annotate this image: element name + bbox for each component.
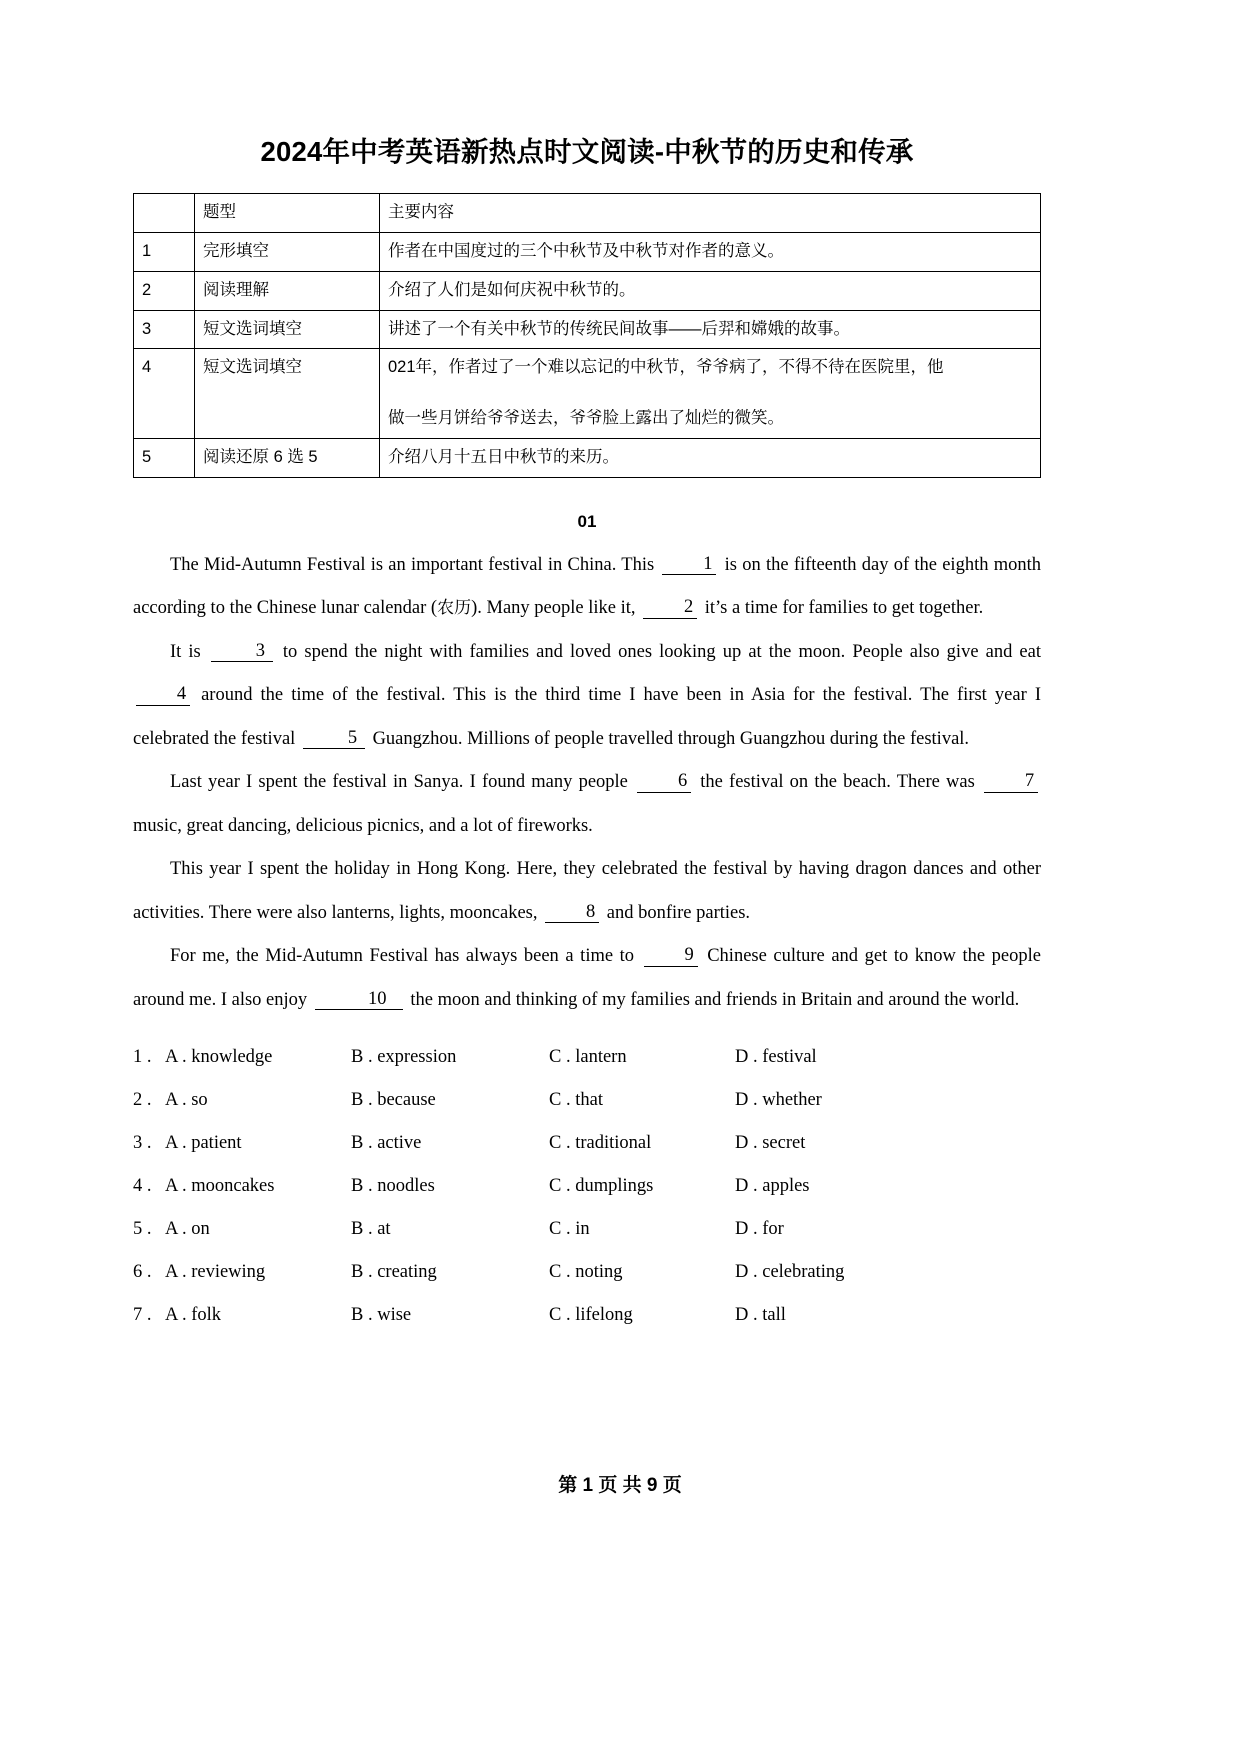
header-content: 主要内容 — [380, 194, 1041, 233]
row-content-line: 021年，作者过了一个难以忘记的中秋节，爷爷病了，不得不待在医院里，他 — [388, 358, 944, 377]
row-content — [380, 233, 1041, 272]
row-content-line: 作者在中国度过的三个中秋节及中秋节对作者的意义。 — [388, 242, 784, 261]
option-a[interactable]: A . knowledge — [165, 1047, 273, 1068]
row-content-line: 讲述了一个有关中秋节的传统民间故事——后羿和嫦娥的故事。 — [388, 319, 850, 338]
option-c[interactable]: C . that — [549, 1090, 603, 1111]
question-row — [133, 1079, 1041, 1122]
question-row — [133, 1208, 1041, 1251]
question-row — [133, 1165, 1041, 1208]
page-footer: 第 1 页 共 9 页 — [558, 1475, 682, 1496]
question-number: 3 . — [133, 1133, 152, 1154]
passage-paragraph: Last year I spent the festival in Sanya. I found many people 6 the festival on the beach. There was 7 music, great dancing, delicious picnics, and a lot of fireworks. — [133, 761, 1041, 848]
option-b[interactable]: B . creating — [351, 1262, 437, 1283]
question-row — [133, 1294, 1041, 1337]
inline-chinese-gloss: 农历 — [437, 598, 472, 619]
option-c[interactable]: C . dumplings — [549, 1176, 654, 1197]
row-content — [380, 438, 1041, 477]
option-c[interactable]: C . lifelong — [549, 1305, 633, 1326]
row-index: 3 — [134, 310, 195, 349]
answer-blank-7[interactable]: 7 — [984, 772, 1038, 792]
page-content — [133, 0, 1041, 1337]
question-row — [133, 1122, 1041, 1165]
option-a[interactable]: A . on — [165, 1219, 210, 1240]
option-b[interactable]: B . expression — [351, 1047, 457, 1068]
option-c[interactable]: C . lantern — [549, 1047, 627, 1068]
option-d[interactable]: D . for — [735, 1219, 784, 1240]
row-content — [380, 271, 1041, 310]
question-number: 5 . — [133, 1219, 152, 1240]
option-b[interactable]: B . at — [351, 1219, 391, 1240]
row-content-line: 介绍了人们是如何庆祝中秋节的。 — [388, 280, 636, 299]
table-row — [134, 438, 1041, 477]
option-a[interactable]: A . patient — [165, 1133, 242, 1154]
header-index — [134, 194, 195, 233]
answer-blank-8[interactable]: 8 — [545, 903, 599, 923]
option-d[interactable]: D . tall — [735, 1305, 786, 1326]
option-d[interactable]: D . secret — [735, 1133, 806, 1154]
option-a[interactable]: A . reviewing — [165, 1262, 266, 1283]
page-title: 2024年中考英语新热点时文阅读-中秋节的历史和传承 — [260, 136, 914, 167]
row-type: 短文选词填空 — [195, 349, 380, 439]
option-b[interactable]: B . because — [351, 1090, 436, 1111]
option-d[interactable]: D . apples — [735, 1176, 810, 1197]
answer-blank-2[interactable]: 2 — [643, 598, 697, 618]
row-type: 阅读理解 — [195, 271, 380, 310]
table-header-row — [134, 194, 1041, 233]
row-content-line: 做一些月饼给爷爷送去，爷爷脸上露出了灿烂的微笑。 — [388, 409, 784, 428]
row-content-line: 介绍八月十五日中秋节的来历。 — [388, 447, 619, 466]
row-content — [380, 349, 1041, 439]
question-number: 2 . — [133, 1090, 152, 1111]
answer-blank-5[interactable]: 5 — [303, 729, 365, 749]
option-b[interactable]: B . active — [351, 1133, 422, 1154]
row-content — [380, 310, 1041, 349]
passage-paragraph: The Mid-Autumn Festival is an important festival in China. This 1 is on the fifteenth day of the eighth month according to the Chinese lunar calendar (农历). Many people like it, 2 it’s a time for families to get together. — [133, 553, 1041, 619]
row-index: 2 — [134, 271, 195, 310]
row-type: 完形填空 — [195, 233, 380, 272]
question-row — [133, 1036, 1041, 1079]
table-row — [134, 233, 1041, 272]
passage-body — [133, 544, 1041, 1023]
question-number: 7 . — [133, 1305, 152, 1326]
option-d[interactable]: D . celebrating — [735, 1262, 845, 1283]
row-type: 阅读还原 6 选 5 — [195, 438, 380, 477]
row-type: 短文选词填空 — [195, 310, 380, 349]
passage-paragraph: It is 3 to spend the night with families and loved ones looking up at the moon. People also give and eat 4 around the time of the festival. This is the third time I have been in Asia for the festival. The first year I celebrated the festival 5 Guangzhou. Millions of people travelled through Guangzhou during the festival. — [133, 640, 1041, 749]
summary-table — [133, 193, 1041, 477]
answer-blank-6[interactable]: 6 — [637, 772, 691, 792]
summary-table-body — [134, 194, 1041, 477]
question-number: 1 . — [133, 1047, 152, 1068]
table-row — [134, 271, 1041, 310]
answer-blank-4[interactable]: 4 — [136, 685, 190, 705]
row-index: 1 — [134, 233, 195, 272]
answer-blank-9[interactable]: 9 — [644, 946, 698, 966]
passage-paragraph: For me, the Mid-Autumn Festival has always been a time to 9 Chinese culture and get to know the people around me. I also enjoy 10 the moon and thinking of my families and friends in Britain and around the world. — [133, 945, 1041, 1010]
answer-blank-3[interactable]: 3 — [211, 642, 273, 662]
header-type: 题型 — [195, 194, 380, 233]
table-row — [134, 349, 1041, 439]
option-a[interactable]: A . mooncakes — [165, 1176, 275, 1197]
option-c[interactable]: C . traditional — [549, 1133, 652, 1154]
row-index: 5 — [134, 438, 195, 477]
option-b[interactable]: B . noodles — [351, 1176, 435, 1197]
table-row — [134, 310, 1041, 349]
section-number: 01 — [577, 511, 597, 531]
option-c[interactable]: C . in — [549, 1219, 590, 1240]
row-index: 4 — [134, 349, 195, 439]
option-d[interactable]: D . whether — [735, 1090, 822, 1111]
option-c[interactable]: C . noting — [549, 1262, 623, 1283]
question-row — [133, 1251, 1041, 1294]
option-b[interactable]: B . wise — [351, 1305, 412, 1326]
option-a[interactable]: A . folk — [165, 1305, 222, 1326]
question-options-list — [133, 1036, 1041, 1337]
question-number: 4 . — [133, 1176, 152, 1197]
option-a[interactable]: A . so — [165, 1090, 208, 1111]
question-number: 6 . — [133, 1262, 152, 1283]
option-d[interactable]: D . festival — [735, 1047, 817, 1068]
answer-blank-1[interactable]: 1 — [662, 555, 716, 575]
answer-blank-10[interactable]: 10 — [315, 990, 403, 1010]
passage-paragraph: This year I spent the holiday in Hong Kong. Here, they celebrated the festival by having dragon dances and other activities. There were also lanterns, lights, mooncakes, 8 and bonfire parties. — [133, 859, 1041, 923]
